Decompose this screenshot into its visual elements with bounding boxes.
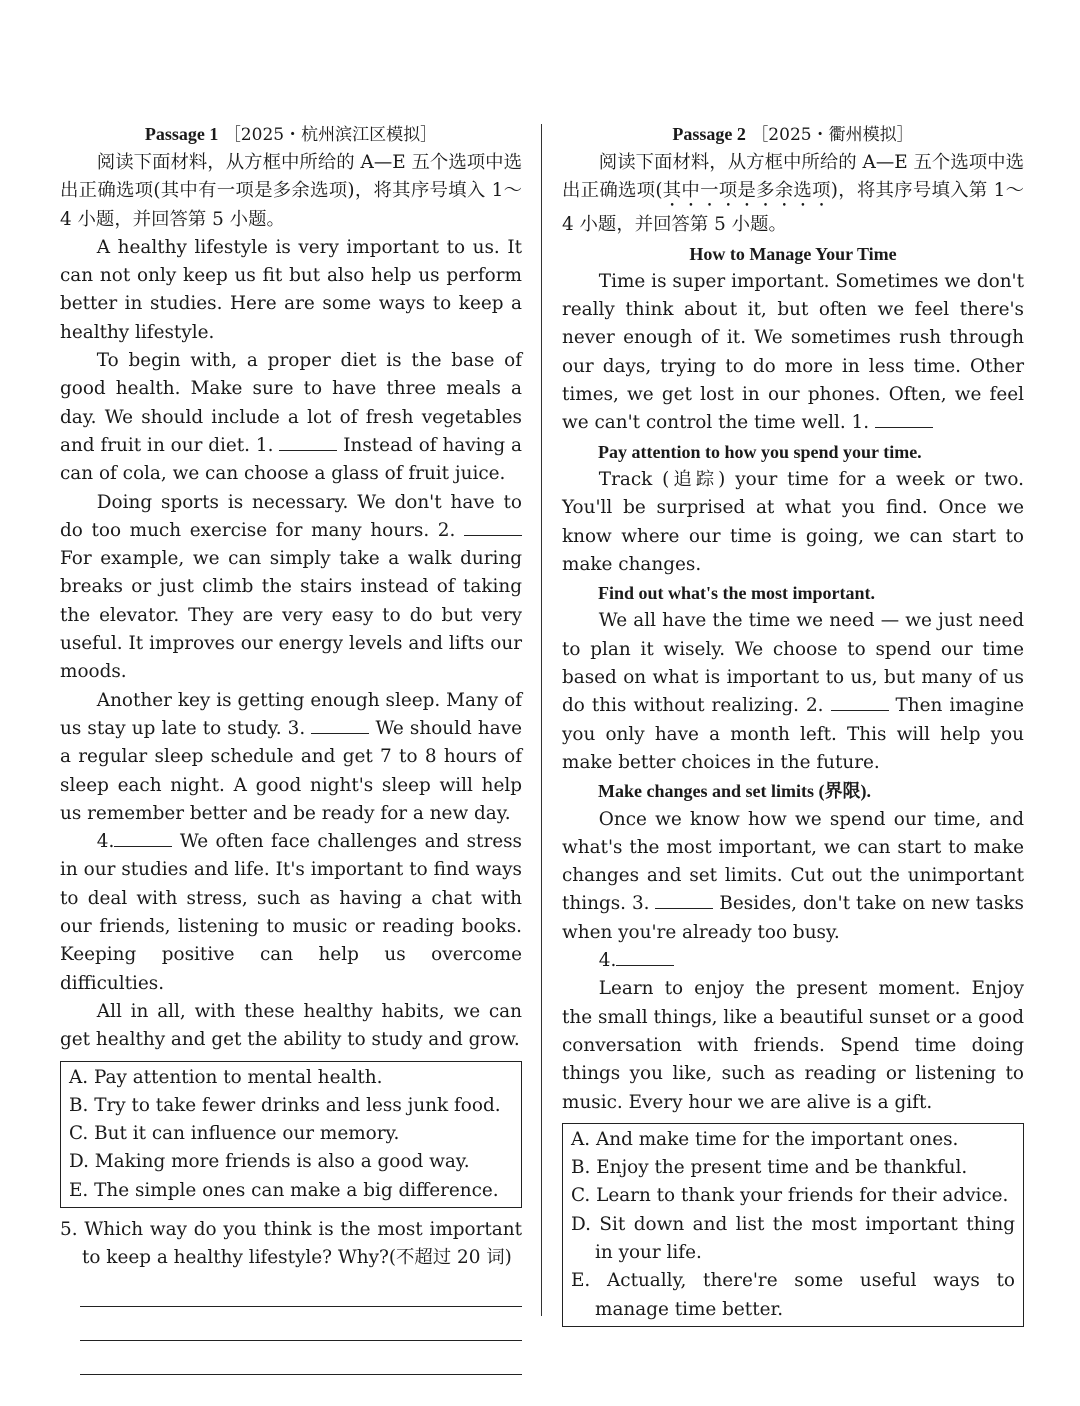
answer-blank-4[interactable] [114, 828, 172, 847]
p2-para3-text-a: We all have the time we need — we just need to plan it wisely. We choose to spend our time based on what is important to us, but many of us do this without realizing. 2. [562, 610, 1024, 717]
option-c: C. Learn to thank your friends for their advice. [571, 1185, 1009, 1207]
option-b: B. Try to take fewer drinks and less junk food. [69, 1094, 501, 1116]
passage1-para5 [60, 828, 522, 998]
subheading-1: Pay attention to how you spend your time. [598, 441, 922, 462]
passage2-para3 [562, 607, 1024, 777]
option-b: B. Enjoy the present time and be thankful. [571, 1157, 968, 1179]
para3-text-b: For example, we can simply take a walk during breaks or just climb the stairs instead of taking the elevator. They are very easy to do but very useful. It improves our energy levels and lifts our moods. [60, 548, 522, 683]
p2-para1-text: Time is super important. Sometimes we don't really think about it, but often we feel there's never enough of it. We sometimes rush through our days, trying to do more in less time. Other times, we get lost in our phones. Often, we feel we can't control the time well. 1. [562, 270, 1024, 434]
answer-blank-p2-2[interactable] [831, 692, 889, 711]
answer-blank-2[interactable] [464, 517, 522, 536]
p2-blank4-number: 4. [598, 950, 617, 972]
passage2-instruction [562, 149, 1024, 240]
answer-line-3[interactable] [80, 1341, 522, 1375]
passage2-para1 [562, 268, 1024, 438]
passage1-options-box [60, 1061, 522, 1208]
option-d: D. Making more friends is also a good way. [69, 1151, 470, 1173]
instr-text-b: )，将其序号填入第 1～4 小题，并回答第 5 小题。 [562, 180, 1024, 236]
option-e: E. Actually, there're some useful ways to manage time better. [571, 1270, 1015, 1320]
passage1-instruction: 阅读下面材料，从方框中所给的 A—E 五个选项中选出正确选项(其中有一项是多余选项)，将其序号填入 1～4 小题，并回答第 5 小题。 [60, 152, 522, 230]
passage1-source: ［2025・杭州滨江区模拟］ [223, 125, 438, 145]
answer-line-1[interactable] [80, 1273, 522, 1307]
passage2-para4 [562, 806, 1024, 947]
passage1-para4 [60, 687, 522, 828]
passage1-column [60, 120, 522, 1375]
option-d: D. Sit down and list the most important thing in your life. [571, 1213, 1015, 1263]
instr-emphasis: 其中一项是多余选项 [662, 180, 831, 202]
passage1-title-en: Passage 1 [144, 124, 219, 144]
para3-text-a: Doing sports is necessary. We don't have to do too much exercise for many hours. 2. [60, 491, 522, 541]
subheading-2: Find out what's the most important. [598, 583, 876, 604]
passage1-title [60, 120, 522, 149]
subheading-3: Make changes and set limits (界限). [598, 781, 871, 802]
passage2-source: ［2025・衢州模拟］ [751, 125, 914, 145]
p2-para4-text-b: Besides, don't take on new tasks when you're already too busy. [562, 893, 1024, 943]
para4-text-a: Another key is getting enough sleep. Many of us stay up late to study. 3. [60, 689, 522, 739]
passage2-options-box [562, 1123, 1024, 1327]
option-e: E. The simple ones can make a big difference. [69, 1179, 499, 1201]
option-a: A. And make time for the important ones. [571, 1128, 959, 1150]
para5-text-a: 4. [96, 831, 115, 853]
p2-para4-text-a: Once we know how we spend our time, and what's the most important, we can start to make changes and set limits. Cut out the unimportant things. 3. [562, 808, 1024, 915]
para2-text-b: Instead of having a can of cola, we can choose a glass of fruit juice. [60, 434, 522, 485]
answer-blank-p2-4[interactable] [616, 947, 674, 966]
instr-text-a: 阅读下面材料，从方框中所给的 A—E 五个选项中选出正确选项( [562, 152, 1024, 202]
p2-para3-text-b: Then imagine you only have a month left. This will help you make better choices in the future. [562, 695, 1024, 773]
passage2-para2: Track (追踪) your time for a week or two. You'll be surprised at what you find. Once we know where our time is going, we can start to make changes. [562, 468, 1024, 575]
passage2-title-en: Passage 2 [672, 124, 746, 144]
answer-blank-3[interactable] [311, 715, 369, 734]
para2-text-a: To begin with, a proper diet is the base of good health. Make sure to have three meals a day. We should include a lot of fresh vegetables and fruit in our diet. 1. [60, 350, 522, 456]
answer-blank-1[interactable] [279, 432, 337, 451]
passage2-para5: Learn to enjoy the present moment. Enjoy the small things, like a beautiful sunset or a good conversation with friends. Spend time doing things you like, such as reading or listening to music. Every hour we are alive is a gift. [562, 978, 1024, 1113]
passage1-para1: A healthy lifestyle is very important to us. It can not only keep us fit but also help us perform better in studies. Here are some ways to keep a healthy lifestyle. [60, 236, 522, 343]
column-divider [541, 124, 542, 1316]
passage2-heading: How to Manage Your Time [689, 243, 897, 264]
answer-blank-p2-3[interactable] [655, 890, 713, 909]
option-c: C. But it can influence our memory. [69, 1123, 400, 1145]
passage1-para3 [60, 489, 522, 687]
passage2-column [562, 120, 1024, 1327]
passage1-para2 [60, 347, 522, 488]
passage2-title [562, 120, 1024, 149]
passage2-blank4-line [562, 947, 1024, 975]
passage1-para6: All in all, with these healthy habits, we can get healthy and get the ability to study and grow. [60, 1000, 522, 1051]
answer-line-2[interactable] [80, 1307, 522, 1341]
option-a: A. Pay attention to mental health. [69, 1066, 383, 1088]
para5-text-b: We often face challenges and stress in our studies and life. It's important to find ways to deal with stress, such as having a chat with our friends, listening to music or reading books. Keeping positive can help us overcome difficulties. [60, 831, 522, 994]
question-5: 5. Which way do you think is the most important to keep a healthy lifestyle? Why?(不超过 20 词) [60, 1218, 522, 1269]
para4-text-b: We should have a regular sleep schedule and get 7 to 8 hours of sleep each night. A good night's sleep will help us remember better and be ready for a new day. [60, 717, 522, 824]
answer-blank-p2-1[interactable] [875, 409, 933, 428]
